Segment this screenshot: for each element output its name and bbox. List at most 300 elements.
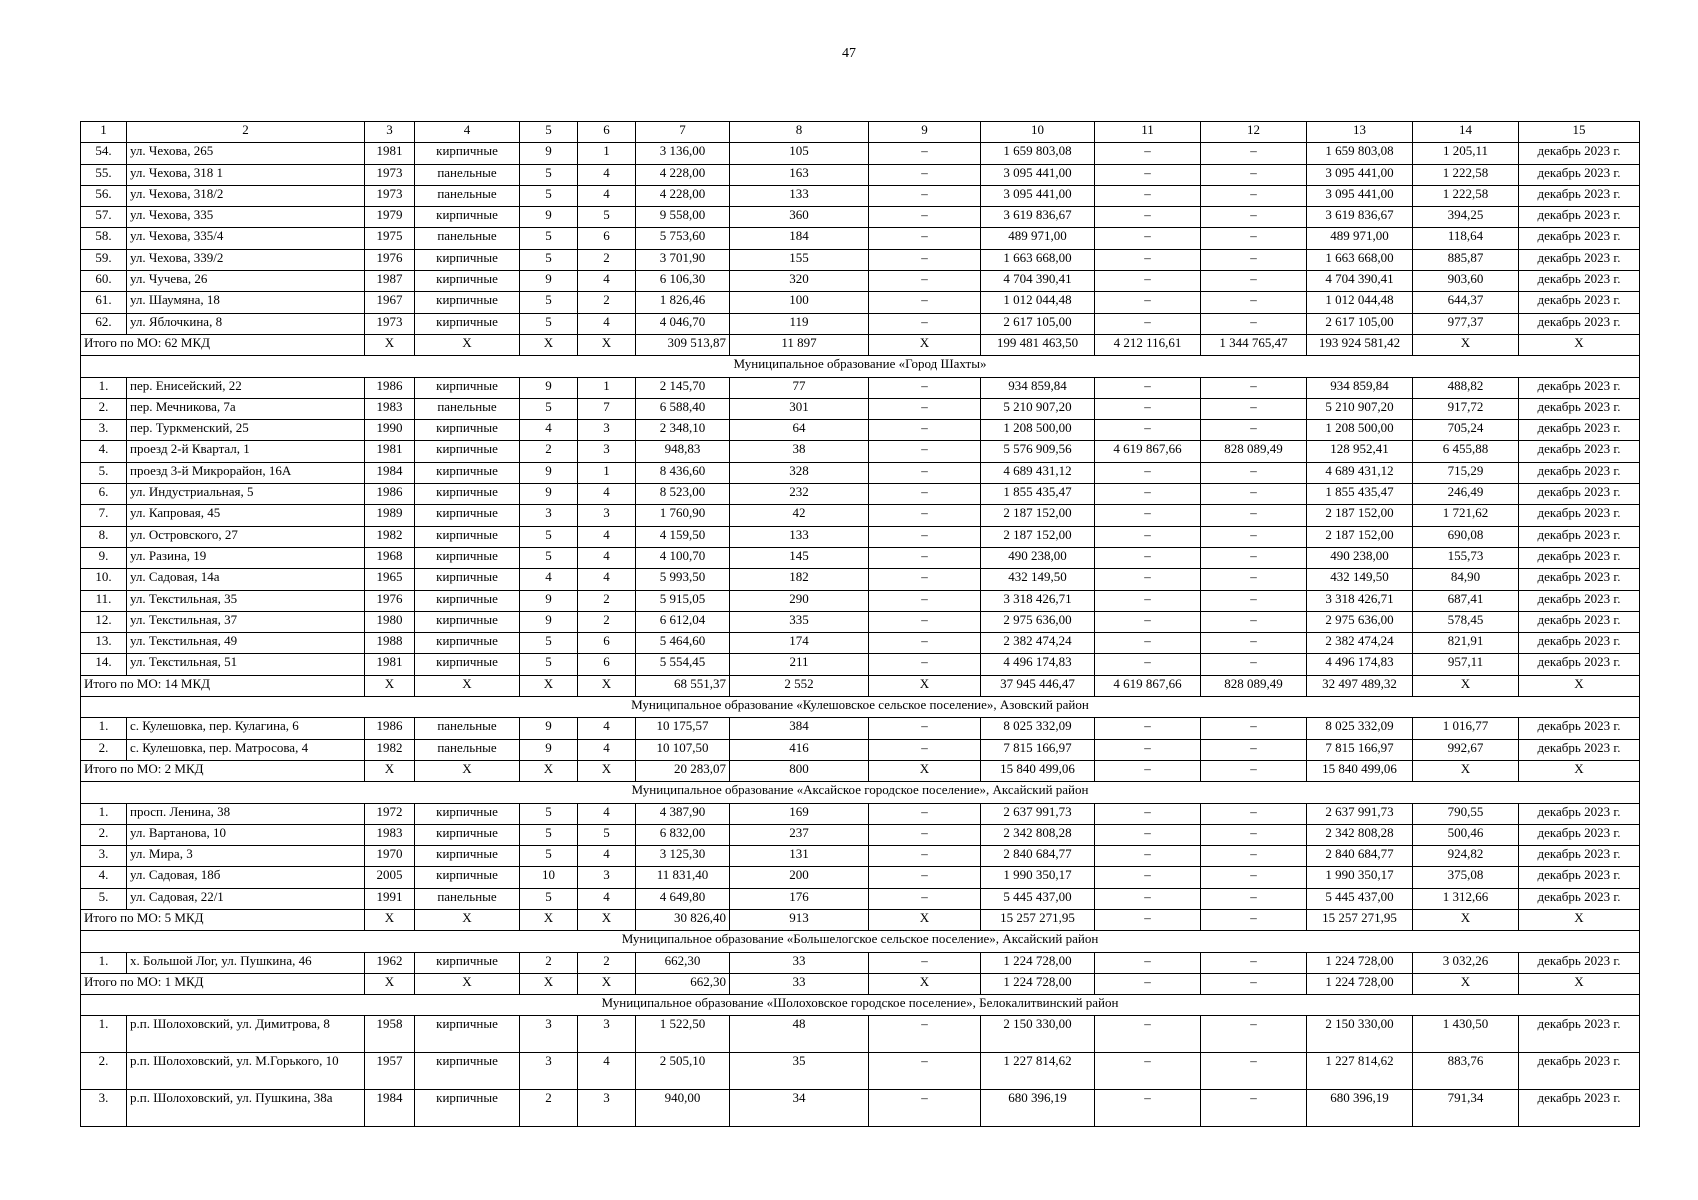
table-cell: 4 228,00	[636, 185, 730, 206]
total-cell: X	[1519, 973, 1640, 994]
table-cell: –	[1201, 867, 1307, 888]
total-cell: X	[1413, 973, 1519, 994]
table-cell: 662,30	[636, 952, 730, 973]
table-cell: –	[1201, 1053, 1307, 1090]
table-cell: 4 046,70	[636, 313, 730, 334]
table-cell: –	[1201, 526, 1307, 547]
total-cell: X	[1413, 675, 1519, 696]
table-cell: 4	[578, 484, 636, 505]
table-cell: 1991	[365, 888, 415, 909]
table-cell: кирпичные	[415, 569, 520, 590]
total-cell: 4 212 116,61	[1095, 334, 1201, 355]
table-cell: кирпичные	[415, 803, 520, 824]
table-cell: 1.	[81, 952, 127, 973]
table-cell: 4	[578, 718, 636, 739]
table-cell: декабрь 2023 г.	[1519, 441, 1640, 462]
table-cell: 5 753,60	[636, 228, 730, 249]
table-cell: р.п. Шолоховский, ул. М.Горького, 10	[127, 1053, 365, 1090]
table-cell: пер. Туркменский, 25	[127, 420, 365, 441]
table-cell: –	[1095, 526, 1201, 547]
table-cell: –	[869, 207, 981, 228]
table-cell: 934 859,84	[981, 377, 1095, 398]
table-cell: 917,72	[1413, 398, 1519, 419]
table-row	[81, 271, 1640, 292]
table-cell: –	[1201, 398, 1307, 419]
table-cell: кирпичные	[415, 292, 520, 313]
table-cell: 2 187 152,00	[1307, 526, 1413, 547]
table-cell: 1970	[365, 846, 415, 867]
total-cell: X	[869, 973, 981, 994]
table-cell: 2 637 991,73	[1307, 803, 1413, 824]
table-cell: 1 227 814,62	[981, 1053, 1095, 1090]
table-cell: декабрь 2023 г.	[1519, 803, 1640, 824]
table-cell: 3 318 426,71	[1307, 590, 1413, 611]
table-cell: 1984	[365, 462, 415, 483]
table-cell: 4	[578, 185, 636, 206]
total-cell: X	[1413, 909, 1519, 930]
table-cell: 290	[730, 590, 869, 611]
section-title: Муниципальное образование «Город Шахты»	[81, 356, 1640, 377]
total-cell: X	[520, 760, 578, 781]
table-cell: 133	[730, 526, 869, 547]
table-cell: 6	[578, 654, 636, 675]
total-label: Итого по МО: 1 МКД	[81, 973, 365, 994]
total-cell: –	[1095, 760, 1201, 781]
table-cell: ул. Чехова, 265	[127, 143, 365, 164]
total-cell: X	[415, 675, 520, 696]
table-cell: –	[1201, 185, 1307, 206]
table-cell: 174	[730, 633, 869, 654]
column-number-row	[81, 122, 1640, 143]
table-cell: ул. Текстильная, 49	[127, 633, 365, 654]
table-cell: декабрь 2023 г.	[1519, 1053, 1640, 1090]
table-cell: 9	[520, 484, 578, 505]
table-cell: декабрь 2023 г.	[1519, 846, 1640, 867]
table-cell: 4 619 867,66	[1095, 441, 1201, 462]
table-cell: кирпичные	[415, 249, 520, 270]
table-row	[81, 718, 1640, 739]
table-cell: кирпичные	[415, 547, 520, 568]
table-cell: 1983	[365, 824, 415, 845]
table-cell: 1962	[365, 952, 415, 973]
table-cell: декабрь 2023 г.	[1519, 249, 1640, 270]
table-cell: 2 637 991,73	[981, 803, 1095, 824]
table-cell: 687,41	[1413, 590, 1519, 611]
table-cell: 118,64	[1413, 228, 1519, 249]
table-row	[81, 441, 1640, 462]
table-row	[81, 590, 1640, 611]
table-cell: –	[1095, 654, 1201, 675]
table-cell: –	[1095, 505, 1201, 526]
table-cell: 5	[520, 547, 578, 568]
table-cell: 8 523,00	[636, 484, 730, 505]
total-cell: 1 344 765,47	[1201, 334, 1307, 355]
table-cell: 5 464,60	[636, 633, 730, 654]
table-cell: –	[1201, 313, 1307, 334]
table-cell: 6	[578, 228, 636, 249]
table-cell: декабрь 2023 г.	[1519, 143, 1640, 164]
table-cell: 5	[520, 313, 578, 334]
table-cell: –	[1201, 633, 1307, 654]
total-row	[81, 909, 1640, 930]
table-cell: 10 175,57	[636, 718, 730, 739]
table-cell: 59.	[81, 249, 127, 270]
table-cell: 5	[578, 824, 636, 845]
total-cell: 2 552	[730, 675, 869, 696]
table-cell: 58.	[81, 228, 127, 249]
column-number-11: 11	[1095, 122, 1201, 143]
table-cell: 791,34	[1413, 1090, 1519, 1127]
table-cell: –	[869, 377, 981, 398]
table-cell: 9	[520, 143, 578, 164]
table-cell: 1 222,58	[1413, 164, 1519, 185]
table-row	[81, 377, 1640, 398]
table-cell: ул. Чехова, 339/2	[127, 249, 365, 270]
table-cell: 790,55	[1413, 803, 1519, 824]
section-header-row	[81, 995, 1640, 1016]
table-cell: 2	[578, 611, 636, 632]
table-cell: 1 208 500,00	[981, 420, 1095, 441]
table-cell: 1968	[365, 547, 415, 568]
total-cell: X	[1519, 675, 1640, 696]
table-cell: 490 238,00	[1307, 547, 1413, 568]
column-number-9: 9	[869, 122, 981, 143]
table-row	[81, 185, 1640, 206]
table-cell: 934 859,84	[1307, 377, 1413, 398]
table-cell: 5	[578, 207, 636, 228]
table-row	[81, 505, 1640, 526]
total-cell: 193 924 581,42	[1307, 334, 1413, 355]
total-cell: 15 840 499,06	[981, 760, 1095, 781]
total-cell: 1 224 728,00	[981, 973, 1095, 994]
total-cell: X	[415, 909, 520, 930]
table-row	[81, 526, 1640, 547]
table-cell: 1976	[365, 249, 415, 270]
table-cell: 2 505,10	[636, 1053, 730, 1090]
table-cell: 9 558,00	[636, 207, 730, 228]
table-cell: 1 522,50	[636, 1016, 730, 1053]
table-cell: –	[1201, 824, 1307, 845]
total-cell: X	[869, 760, 981, 781]
table-cell: декабрь 2023 г.	[1519, 952, 1640, 973]
table-cell: –	[869, 547, 981, 568]
table-cell: 1990	[365, 420, 415, 441]
table-cell: ул. Разина, 19	[127, 547, 365, 568]
table-cell: 3	[520, 1053, 578, 1090]
table-cell: 2	[520, 441, 578, 462]
table-cell: 3 095 441,00	[981, 185, 1095, 206]
table-cell: 3	[520, 505, 578, 526]
table-cell: 1975	[365, 228, 415, 249]
table-cell: 1973	[365, 313, 415, 334]
table-cell: 5 915,05	[636, 590, 730, 611]
table-cell: 828 089,49	[1201, 441, 1307, 462]
table-row	[81, 569, 1640, 590]
table-cell: 489 971,00	[1307, 228, 1413, 249]
table-cell: 1 224 728,00	[981, 952, 1095, 973]
table-cell: 7.	[81, 505, 127, 526]
table-cell: –	[869, 846, 981, 867]
table-cell: 2 150 330,00	[1307, 1016, 1413, 1053]
table-cell: декабрь 2023 г.	[1519, 1016, 1640, 1053]
table-cell: 1 224 728,00	[1307, 952, 1413, 973]
table-cell: 4 228,00	[636, 164, 730, 185]
table-cell: 169	[730, 803, 869, 824]
total-cell: 32 497 489,32	[1307, 675, 1413, 696]
table-cell: 77	[730, 377, 869, 398]
total-cell: 1 224 728,00	[1307, 973, 1413, 994]
table-cell: 3	[578, 867, 636, 888]
table-cell: 6	[578, 633, 636, 654]
table-cell: 155,73	[1413, 547, 1519, 568]
table-cell: –	[869, 249, 981, 270]
table-cell: 1973	[365, 185, 415, 206]
table-cell: 1980	[365, 611, 415, 632]
table-cell: 2 975 636,00	[1307, 611, 1413, 632]
table-cell: 3 032,26	[1413, 952, 1519, 973]
table-cell: 2	[578, 292, 636, 313]
table-cell: ул. Садовая, 22/1	[127, 888, 365, 909]
table-cell: декабрь 2023 г.	[1519, 398, 1640, 419]
table-cell: 2 187 152,00	[981, 505, 1095, 526]
table-cell: –	[1095, 803, 1201, 824]
table-cell: 1 855 435,47	[981, 484, 1095, 505]
housing-repair-table	[80, 121, 1640, 1127]
total-cell: –	[1201, 909, 1307, 930]
table-cell: –	[1095, 398, 1201, 419]
table-cell: 1 659 803,08	[1307, 143, 1413, 164]
section-title: Муниципальное образование «Кулешовское сельское поселение», Азовский район	[81, 697, 1640, 718]
table-cell: 3	[578, 1016, 636, 1053]
table-cell: 5	[520, 824, 578, 845]
total-row	[81, 675, 1640, 696]
table-cell: 1973	[365, 164, 415, 185]
table-cell: –	[1095, 185, 1201, 206]
table-cell: 328	[730, 462, 869, 483]
total-cell: X	[578, 973, 636, 994]
table-cell: декабрь 2023 г.	[1519, 739, 1640, 760]
table-cell: –	[869, 526, 981, 547]
table-cell: декабрь 2023 г.	[1519, 505, 1640, 526]
page-number: 47	[842, 46, 856, 61]
total-cell: 15 257 271,95	[981, 909, 1095, 930]
column-number-14: 14	[1413, 122, 1519, 143]
table-cell: –	[1095, 249, 1201, 270]
total-cell: X	[520, 909, 578, 930]
table-cell: 163	[730, 164, 869, 185]
table-cell: 2 382 474,24	[981, 633, 1095, 654]
table-cell: 200	[730, 867, 869, 888]
table-cell: 10.	[81, 569, 127, 590]
table-cell: 133	[730, 185, 869, 206]
table-cell: 7 815 166,97	[981, 739, 1095, 760]
table-cell: –	[869, 143, 981, 164]
table-cell: –	[1095, 569, 1201, 590]
total-cell: X	[415, 334, 520, 355]
table-cell: 6 455,88	[1413, 441, 1519, 462]
table-cell: 5	[520, 185, 578, 206]
table-cell: 6 588,40	[636, 398, 730, 419]
table-cell: 2	[578, 590, 636, 611]
table-cell: 4	[578, 803, 636, 824]
table-cell: 9.	[81, 547, 127, 568]
total-cell: X	[869, 675, 981, 696]
table-cell: 42	[730, 505, 869, 526]
table-row	[81, 1053, 1640, 1090]
table-cell: 644,37	[1413, 292, 1519, 313]
table-cell: –	[1095, 484, 1201, 505]
table-row	[81, 824, 1640, 845]
table-cell: –	[869, 292, 981, 313]
table-cell: –	[869, 569, 981, 590]
table-cell: кирпичные	[415, 611, 520, 632]
table-cell: 4 387,90	[636, 803, 730, 824]
table-cell: 2 617 105,00	[1307, 313, 1413, 334]
table-cell: кирпичные	[415, 207, 520, 228]
table-cell: ул. Чехова, 318 1	[127, 164, 365, 185]
table-cell: –	[869, 867, 981, 888]
total-cell: X	[869, 909, 981, 930]
table-cell: 903,60	[1413, 271, 1519, 292]
table-cell: 1979	[365, 207, 415, 228]
table-cell: проезд 3-й Микрорайон, 16А	[127, 462, 365, 483]
table-cell: 4 496 174,83	[981, 654, 1095, 675]
table-cell: –	[1095, 590, 1201, 611]
table-cell: –	[1201, 505, 1307, 526]
table-cell: –	[869, 739, 981, 760]
table-cell: 1 855 435,47	[1307, 484, 1413, 505]
table-cell: –	[1095, 633, 1201, 654]
table-cell: 2.	[81, 739, 127, 760]
table-cell: –	[869, 1090, 981, 1127]
total-cell: X	[415, 760, 520, 781]
table-cell: 690,08	[1413, 526, 1519, 547]
table-row	[81, 867, 1640, 888]
table-cell: 1 205,11	[1413, 143, 1519, 164]
table-cell: –	[869, 803, 981, 824]
table-cell: 924,82	[1413, 846, 1519, 867]
column-number-6: 6	[578, 122, 636, 143]
table-cell: декабрь 2023 г.	[1519, 867, 1640, 888]
table-cell: 2 975 636,00	[981, 611, 1095, 632]
table-cell: 1.	[81, 377, 127, 398]
table-cell: декабрь 2023 г.	[1519, 185, 1640, 206]
table-cell: 1983	[365, 398, 415, 419]
table-cell: панельные	[415, 164, 520, 185]
table-cell: –	[1095, 718, 1201, 739]
table-cell: декабрь 2023 г.	[1519, 590, 1640, 611]
table-cell: 883,76	[1413, 1053, 1519, 1090]
table-cell: 1981	[365, 654, 415, 675]
total-cell: –	[1095, 973, 1201, 994]
column-number-4: 4	[415, 122, 520, 143]
total-cell: X	[365, 675, 415, 696]
table-cell: 54.	[81, 143, 127, 164]
table-row	[81, 164, 1640, 185]
table-cell: декабрь 2023 г.	[1519, 228, 1640, 249]
column-number-3: 3	[365, 122, 415, 143]
table-cell: –	[1201, 228, 1307, 249]
table-cell: 4	[578, 846, 636, 867]
table-cell: –	[869, 611, 981, 632]
table-cell: 5 445 437,00	[981, 888, 1095, 909]
table-cell: 4 100,70	[636, 547, 730, 568]
table-cell: 360	[730, 207, 869, 228]
table-cell: 145	[730, 547, 869, 568]
total-cell: 4 619 867,66	[1095, 675, 1201, 696]
table-cell: 705,24	[1413, 420, 1519, 441]
table-cell: 1 222,58	[1413, 185, 1519, 206]
table-cell: 4	[520, 569, 578, 590]
table-cell: 8.	[81, 526, 127, 547]
table-cell: декабрь 2023 г.	[1519, 484, 1640, 505]
table-cell: 5	[520, 888, 578, 909]
table-row	[81, 803, 1640, 824]
table-cell: 1984	[365, 1090, 415, 1127]
total-row	[81, 760, 1640, 781]
table-cell: ул. Вартанова, 10	[127, 824, 365, 845]
total-cell: 11 897	[730, 334, 869, 355]
total-cell: X	[1519, 909, 1640, 930]
table-cell: ул. Чехова, 318/2	[127, 185, 365, 206]
column-number-5: 5	[520, 122, 578, 143]
table-cell: –	[1201, 292, 1307, 313]
table-cell: 1 012 044,48	[1307, 292, 1413, 313]
table-row	[81, 420, 1640, 441]
table-cell: 9	[520, 271, 578, 292]
table-cell: –	[869, 441, 981, 462]
table-cell: 4	[578, 569, 636, 590]
table-row	[81, 462, 1640, 483]
total-cell: 30 826,40	[636, 909, 730, 930]
table-cell: –	[1201, 207, 1307, 228]
table-row	[81, 249, 1640, 270]
table-cell: 1 663 668,00	[981, 249, 1095, 270]
table-cell: 1 208 500,00	[1307, 420, 1413, 441]
table-cell: пер. Мечникова, 7а	[127, 398, 365, 419]
table-row	[81, 846, 1640, 867]
table-cell: ул. Индустриальная, 5	[127, 484, 365, 505]
table-cell: 3 619 836,67	[981, 207, 1095, 228]
table-cell: 7	[578, 398, 636, 419]
table-cell: 5 554,45	[636, 654, 730, 675]
table-cell: 84,90	[1413, 569, 1519, 590]
table-cell: 5	[520, 803, 578, 824]
table-row	[81, 207, 1640, 228]
table-cell: декабрь 2023 г.	[1519, 718, 1640, 739]
table-cell: 488,82	[1413, 377, 1519, 398]
total-cell: X	[520, 334, 578, 355]
table-cell: кирпичные	[415, 867, 520, 888]
table-cell: декабрь 2023 г.	[1519, 569, 1640, 590]
table-cell: 1 659 803,08	[981, 143, 1095, 164]
table-cell: –	[869, 228, 981, 249]
total-cell: X	[520, 675, 578, 696]
table-cell: 1957	[365, 1053, 415, 1090]
table-cell: ул. Капровая, 45	[127, 505, 365, 526]
table-cell: 1 760,90	[636, 505, 730, 526]
table-cell: кирпичные	[415, 1016, 520, 1053]
table-cell: 1 012 044,48	[981, 292, 1095, 313]
table-cell: 992,67	[1413, 739, 1519, 760]
table-cell: 9	[520, 377, 578, 398]
table-cell: –	[1201, 249, 1307, 270]
table-cell: 2 145,70	[636, 377, 730, 398]
table-cell: 57.	[81, 207, 127, 228]
table-cell: декабрь 2023 г.	[1519, 420, 1640, 441]
total-cell: 800	[730, 760, 869, 781]
table-row	[81, 611, 1640, 632]
